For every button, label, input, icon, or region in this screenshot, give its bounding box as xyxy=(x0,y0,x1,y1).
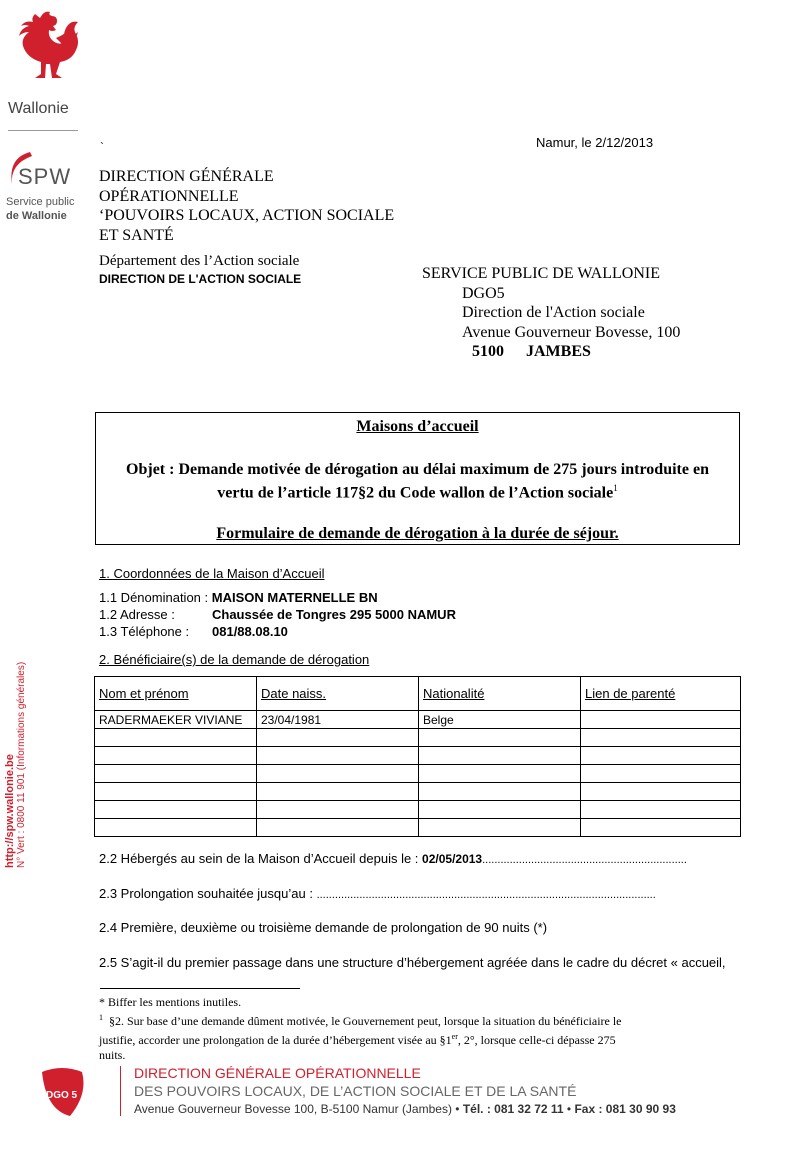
recipient-city xyxy=(422,342,680,362)
object-title: Maisons d’accueil xyxy=(356,418,479,435)
cell[interactable] xyxy=(257,783,419,801)
recipient-line-3: Direction de l'Action sociale xyxy=(462,304,645,321)
section1-heading: 1. Coordonnées de la Maison d’Accueil xyxy=(99,566,325,581)
field-2-5: 2.5 S’agit-il du premier passage dans une structure d’hébergement agréée dans le cadre du décret « accueil, xyxy=(99,955,726,970)
field-2-2 xyxy=(99,851,687,866)
footer-line-2: DES POUVOIRS LOCAUX, DE L’ACTION SOCIALE ET DE LA SANTÉ xyxy=(134,1083,577,1099)
footer-phone: Tél. : 081 32 72 11 xyxy=(462,1102,564,1116)
field-2-3 xyxy=(99,886,656,901)
dg-line-1: DIRECTION GÉNÉRALE xyxy=(99,168,274,185)
department: Département des l’Action sociale xyxy=(99,253,300,269)
cell[interactable] xyxy=(95,783,257,801)
footnote-1-line-2: justifie, accorder une prolongation de la durée d’hébergement visée au §1er, 2°, lorsque celle-ci dépasse 275 xyxy=(99,1032,616,1047)
table-header-row xyxy=(95,677,741,711)
footer-fax: Fax : 081 30 90 93 xyxy=(574,1102,676,1116)
cell[interactable] xyxy=(581,711,741,729)
table-row xyxy=(95,711,741,729)
tick-mark: ` xyxy=(100,140,104,154)
recipient-city-name: JAMBES xyxy=(526,343,591,360)
cell[interactable] xyxy=(419,765,581,783)
cell[interactable] xyxy=(581,765,741,783)
denomination-label: 1.1 Dénomination : xyxy=(99,590,209,605)
cell[interactable]: Belge xyxy=(419,711,581,729)
table-row xyxy=(95,801,741,819)
denomination-value: MAISON MATERNELLE BN xyxy=(211,590,378,605)
footer-block xyxy=(134,1064,676,1118)
form-title: Formulaire de demande de dérogation à la durée de séjour. xyxy=(216,525,619,542)
cell[interactable] xyxy=(419,819,581,837)
denomination-row xyxy=(99,589,456,606)
footnote-1-line-3: nuits. xyxy=(99,1048,126,1062)
col-header-birthdate: Date naiss. xyxy=(257,677,419,711)
field-2-3-label: 2.3 Prolongation souhaitée jusqu’au : xyxy=(99,886,313,901)
department-sub: DIRECTION DE L'ACTION SOCIALE xyxy=(99,272,302,286)
phone-value: 081/88.08.10 xyxy=(212,624,288,639)
cell[interactable] xyxy=(257,747,419,765)
cell[interactable] xyxy=(95,765,257,783)
cell[interactable] xyxy=(581,729,741,747)
cell[interactable] xyxy=(581,819,741,837)
cell[interactable] xyxy=(419,783,581,801)
cell[interactable] xyxy=(95,819,257,837)
rooster-icon xyxy=(6,8,82,96)
object-line-2: vertu de l’article 117§2 du Code wallon de l’Action sociale xyxy=(217,484,614,502)
col-header-name: Nom et prénom xyxy=(95,677,257,711)
recipient-line-4: Avenue Gouverneur Bovesse, 100 xyxy=(462,323,681,341)
footer-line-1: DIRECTION GÉNÉRALE OPÉRATIONNELLE xyxy=(134,1065,421,1081)
side-info: N° Vert : 0800 11 901 (Informations générales) xyxy=(16,661,27,868)
object-line-1: Objet : Demande motivée de dérogation au délai maximum de 275 jours introduite en xyxy=(126,461,709,478)
table-row xyxy=(95,747,741,765)
cell[interactable] xyxy=(419,729,581,747)
dgo5-badge-label: DGO 5 xyxy=(46,1090,78,1101)
side-contact xyxy=(4,662,28,868)
recipient-block xyxy=(422,264,680,362)
cell[interactable] xyxy=(257,801,419,819)
field-2-2-label: 2.2 Hébergés au sein de la Maison d’Accueil depuis le : xyxy=(99,851,419,866)
cell[interactable] xyxy=(581,801,741,819)
cell[interactable] xyxy=(95,801,257,819)
footnote-1-line-1: $^1$ §2. Sur base d’une demande dûment motivée, le Gouvernement peut, lorsque la situation du bénéficiaire le xyxy=(99,1013,622,1028)
field-2-3-dots[interactable]: ............................................................................................................... xyxy=(316,889,656,901)
address-label: 1.2 Adresse : xyxy=(99,607,175,622)
footnote-separator xyxy=(100,988,300,989)
cell[interactable] xyxy=(95,729,257,747)
cell[interactable] xyxy=(257,819,419,837)
logo-divider xyxy=(8,130,78,131)
col-header-nationality: Nationalité xyxy=(419,677,581,711)
letter-date: Namur, le 2/12/2013 xyxy=(536,135,654,150)
cell[interactable]: 23/04/1981 xyxy=(257,711,419,729)
wallonie-wordmark: Wallonie xyxy=(8,100,69,117)
field-2-2-value[interactable]: 02/05/2013 xyxy=(422,852,483,866)
footnotes xyxy=(99,995,729,1063)
cell[interactable] xyxy=(581,747,741,765)
wallonie-logo xyxy=(6,8,82,118)
spw-subtitle-2: de Wallonie xyxy=(6,210,67,222)
spw-wordmark: SPW xyxy=(18,164,72,189)
phone-label: 1.3 Téléphone : xyxy=(99,624,190,639)
field-2-2-dots: ................................................................... xyxy=(482,854,687,866)
sender-block xyxy=(99,167,394,245)
footnote-star: * Biffer les mentions inutiles. xyxy=(99,995,242,1009)
address-row xyxy=(99,606,456,623)
cell[interactable] xyxy=(419,747,581,765)
object-footnote-ref: 1 xyxy=(613,483,618,493)
footer-divider xyxy=(120,1066,121,1116)
dg-line-2: OPÉRATIONNELLE xyxy=(99,187,239,205)
recipient-line-1: SERVICE PUBLIC DE WALLONIE xyxy=(422,265,660,282)
object-box xyxy=(95,412,740,545)
recipient-line-2: DGO5 xyxy=(462,284,505,302)
table-row xyxy=(95,729,741,747)
table-row xyxy=(95,783,741,801)
footer-line-3: Avenue Gouverneur Bovesse 100, B-5100 Namur (Jambes) • Tél. : 081 32 72 11 • Fax : 081 30 90 93 xyxy=(134,1102,676,1116)
section2-heading: 2. Bénéficiaire(s) de la demande de dérogation xyxy=(99,652,370,667)
table-row xyxy=(95,765,741,783)
address-value: Chaussée de Tongres 295 5000 NAMUR xyxy=(212,607,456,622)
recipient-postcode: 5100 xyxy=(472,343,504,360)
col-header-relationship: Lien de parenté xyxy=(581,677,741,711)
cell[interactable]: RADERMAEKER VIVIANE xyxy=(95,711,257,729)
dg-line-3: ‘POUVOIRS LOCAUX, ACTION SOCIALE xyxy=(99,207,395,224)
dg-line-4: ET SANTÉ xyxy=(99,226,174,244)
footnote-1-mark: 1 xyxy=(99,1013,103,1022)
field-2-4: 2.4 Première, deuxième ou troisième demande de prolongation de 90 nuits (*) xyxy=(99,920,548,935)
dgo5-badge xyxy=(32,1066,92,1120)
cell[interactable] xyxy=(257,765,419,783)
phone-row xyxy=(99,623,456,640)
cell[interactable] xyxy=(581,783,741,801)
section1-fields xyxy=(99,589,456,640)
spw-subtitle-1: Service public xyxy=(6,196,75,208)
cell[interactable] xyxy=(419,801,581,819)
cell[interactable] xyxy=(95,747,257,765)
object-text xyxy=(96,460,739,502)
side-url: http://spw.wallonie.be xyxy=(4,754,16,868)
beneficiaries-table xyxy=(94,676,741,837)
table-row xyxy=(95,819,741,837)
spw-logo xyxy=(6,150,86,230)
cell[interactable] xyxy=(257,729,419,747)
